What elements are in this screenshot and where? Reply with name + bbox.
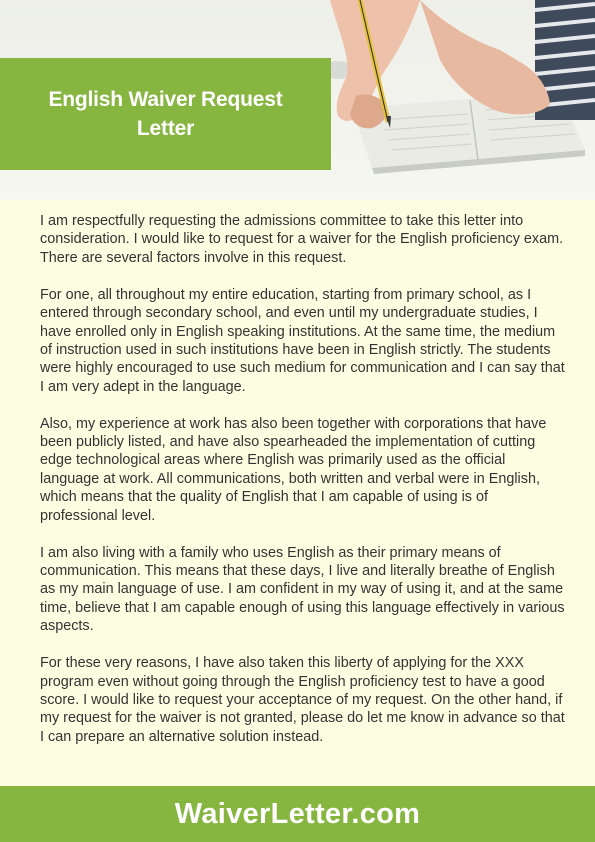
page-title: English Waiver Request Letter: [48, 88, 283, 140]
letter-paragraph: I am respectfully requesting the admissions committee to take this letter into consideration. I would like to request for a waiver for the English proficiency exam. There are several factors involve in this request.: [40, 213, 564, 266]
footer-banner: [0, 786, 595, 842]
letter-paragraph: For one, all throughout my entire education, starting from primary school, as I entered through secondary school, and even until my undergraduate studies, I have enrolled only in English speaking institutions. At the same time, the medium of instruction used in such institutions have been in English strictly. The students were highly encouraged to use such medium for communication and I can say that I am very adept in the language.: [40, 286, 565, 395]
letter-paragraph: For these very reasons, I have also taken this liberty of applying for the XXX program even without going through the English proficiency test to have a good score. I would like to request your acceptance of my request. On the other hand, if my request for the waiver is not granted, please do let me know in advance so that I can prepare an alternative solution instead.: [40, 655, 565, 745]
site-name[interactable]: WaiverLetter.com: [174, 797, 421, 830]
letter-paragraph: I am also living with a family who uses English as their primary means of communication. This means that these days, I live and literally breathe of English as my main language of use. I am confident in my way of using it, and at the same time, believe that I am capable enough of using this language effectively in various aspects.: [40, 544, 565, 635]
title-banner: [0, 58, 331, 170]
letter-paragraph: Also, my experience at work has also been together with corporations that have been publicly listed, and have also spearheaded the implementation of cutting edge technological areas where English was primarily used as the official language at work. All communications, both written and verbal were in English, which means that the quality of English that I am capable of using is of professional level.: [40, 415, 547, 524]
letter-body: [40, 212, 566, 765]
